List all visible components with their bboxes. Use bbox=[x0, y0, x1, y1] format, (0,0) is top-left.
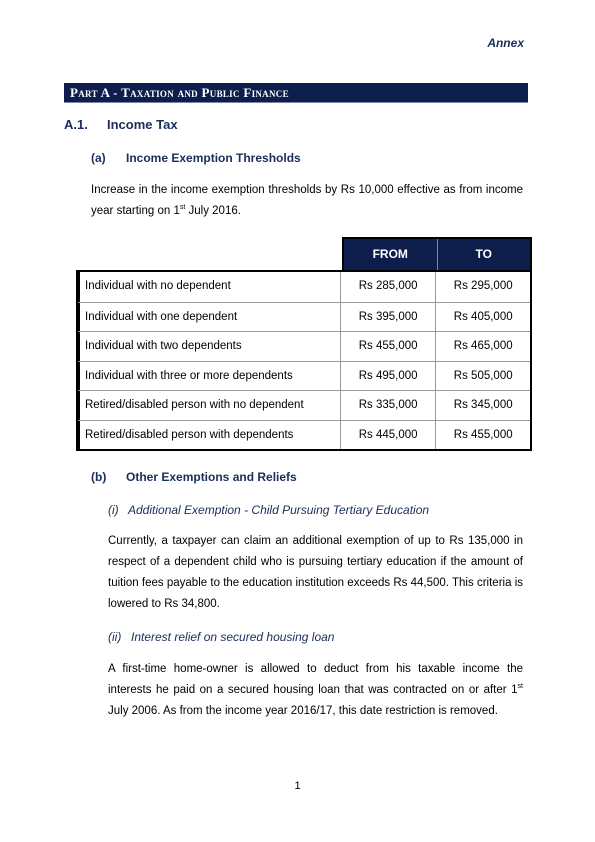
item-i-title: Additional Exemption - Child Pursuing Tertiary Education bbox=[128, 503, 430, 517]
subsection-b-title: Other Exemptions and Reliefs bbox=[126, 470, 297, 484]
page-number: 1 bbox=[294, 780, 301, 792]
row-to: Rs 455,000 bbox=[435, 421, 530, 450]
item-ii-paragraph bbox=[108, 659, 523, 722]
row-label: Individual with no dependent bbox=[78, 272, 341, 302]
row-to: Rs 405,000 bbox=[435, 303, 530, 332]
row-label: Individual with one dependent bbox=[78, 303, 341, 332]
threshold-paragraph-text: Increase in the income exemption thresholds by Rs 10,000 effective as from income year starting on 1 bbox=[91, 184, 523, 217]
row-from: Rs 285,000 bbox=[358, 280, 418, 292]
item-ii-title: Interest relief on secured housing loan bbox=[131, 630, 335, 644]
subsection-a-title: Income Exemption Thresholds bbox=[126, 151, 301, 165]
item-ii-heading bbox=[108, 630, 334, 644]
threshold-paragraph-sup: st bbox=[179, 204, 186, 212]
table-header bbox=[342, 237, 532, 271]
row-to: Rs 345,000 bbox=[435, 391, 530, 420]
section-number: A.1. bbox=[64, 117, 88, 132]
header-to: TO bbox=[437, 239, 531, 271]
section-heading bbox=[64, 117, 178, 132]
row-from: Rs 395,000 bbox=[358, 310, 418, 323]
item-ii-paragraph-text: A first-time home-owner is allowed to deduct from his taxable income the interests he paid on a secured housing loan that was contracted on or after 1 bbox=[108, 663, 523, 696]
table-row bbox=[78, 272, 530, 302]
table-row bbox=[78, 390, 530, 420]
item-i-paragraph: Currently, a taxpayer can claim an additional exemption of up to Rs 135,000 in respect of a dependent child who is pursuing tertiary education if the amount of tuition fees payable to the education institution exceeds Rs 44,500. This criteria is lowered to Rs 34,800. bbox=[108, 535, 523, 610]
table-row bbox=[78, 420, 530, 450]
item-ii-paragraph-text-end: July 2006. As from the income year 2016/17, this date restriction is removed. bbox=[108, 705, 498, 717]
table-row bbox=[78, 361, 530, 391]
part-title-bar: Part A - Taxation and Public Finance bbox=[64, 83, 528, 103]
table-row bbox=[78, 331, 530, 361]
row-to: Rs 295,000 bbox=[435, 272, 530, 302]
row-label: Retired/disabled person with no dependent bbox=[78, 391, 341, 420]
subsection-a-heading bbox=[91, 151, 301, 165]
threshold-paragraph bbox=[91, 180, 523, 222]
header-from: FROM bbox=[372, 247, 408, 261]
row-label: Individual with two dependents bbox=[78, 332, 341, 361]
row-from: Rs 495,000 bbox=[358, 369, 418, 382]
subsection-a-number: (a) bbox=[91, 151, 106, 165]
item-ii-paragraph-sup: st bbox=[517, 683, 523, 691]
row-to: Rs 465,000 bbox=[435, 332, 530, 361]
row-label: Individual with three or more dependents bbox=[78, 362, 341, 391]
table-body bbox=[76, 270, 532, 451]
section-title: Income Tax bbox=[107, 117, 178, 132]
subsection-b-heading bbox=[91, 470, 297, 484]
table-row bbox=[78, 302, 530, 332]
subsection-b-number: (b) bbox=[91, 470, 107, 484]
row-from: Rs 335,000 bbox=[358, 399, 418, 411]
row-from: Rs 445,000 bbox=[358, 428, 418, 441]
item-i-number: (i) bbox=[108, 503, 119, 517]
threshold-paragraph-text-end: July 2016. bbox=[185, 205, 241, 217]
annex-label: Annex bbox=[487, 36, 524, 50]
row-to: Rs 505,000 bbox=[435, 362, 530, 391]
row-from: Rs 455,000 bbox=[358, 340, 418, 352]
row-label: Retired/disabled person with dependents bbox=[78, 421, 341, 450]
item-i-heading bbox=[108, 503, 429, 517]
item-ii-number: (ii) bbox=[108, 630, 122, 644]
